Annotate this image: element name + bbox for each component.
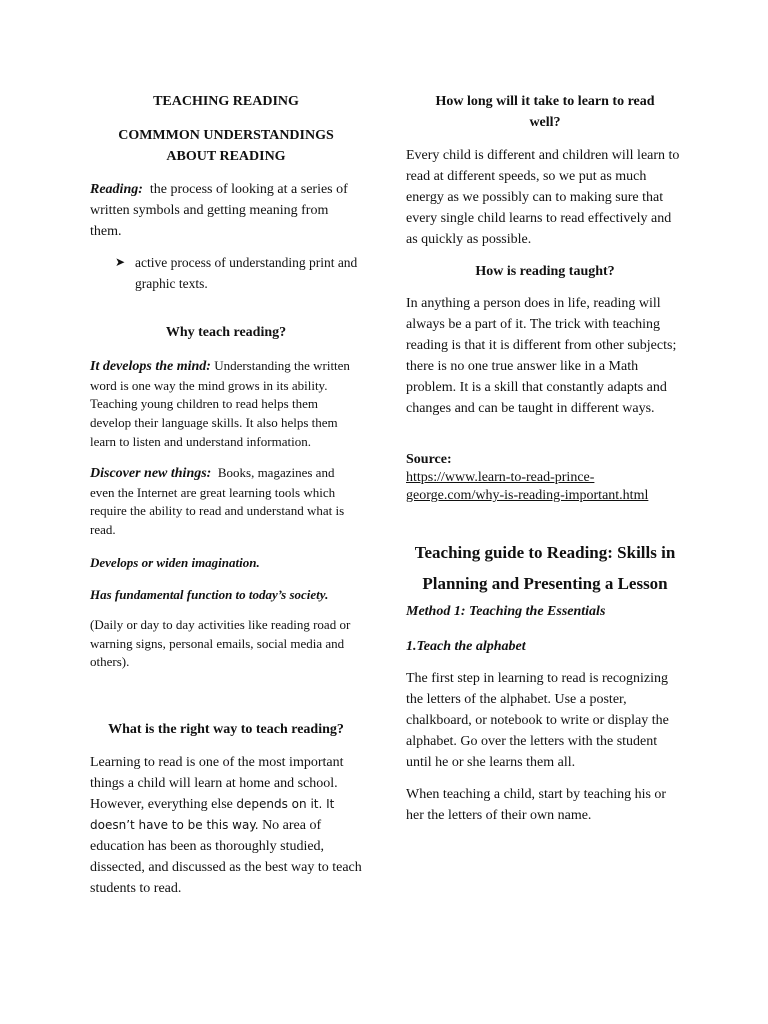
teaching-guide-heading: Teaching guide to Reading: Skills in Planning and Presenting a Lesson: [414, 543, 676, 593]
imagination-heading: Develops or widen imagination.: [90, 555, 260, 570]
bullet-item: active process of understanding print and graphic texts.: [135, 255, 358, 291]
paragraph-how-long: Every child is different and children will learn to read at different speeds, so we put as much energy as we possibly can to making sure that every single child learns to read effectively and as quickly as possible.: [406, 148, 680, 247]
section-heading-how-taught: How is reading taught?: [475, 264, 615, 279]
reading-definition: [90, 179, 362, 242]
mind-text: Understanding the written word is one way the mind grows in its ability. Teaching young children to read helps them develop their language skills. It also helps them learn to listen and understand information.: [90, 358, 350, 449]
subtitle-line-1: COMMMON UNDERSTANDINGS: [118, 128, 334, 143]
source-block: [406, 451, 684, 505]
paragraph-how-taught: In anything a person does in life, reading will always be a part of it. The trick with teaching reading is that it is different from other subjects; there is no one true answer like in a Math problem. It is a skill that constantly adapts and changes and can be taught in different ways.: [406, 296, 677, 416]
section-heading-why-teach: Why teach reading?: [165, 325, 287, 340]
paragraph-develops-mind: [90, 357, 362, 452]
paragraph-daily-activities: (Daily or day to day activities like reading road or warning signs, personal emails, social media and others).: [90, 617, 351, 670]
section-heading-how-long: How long will it take to learn to read well?: [435, 94, 655, 130]
discover-term: Discover new things:: [90, 466, 212, 481]
method-heading: Method 1: Teaching the Essentials: [406, 604, 606, 619]
source-label: Source:: [406, 452, 452, 467]
discover-text: Books, magazines and even the Internet are great learning tools which require the ability to read and understand what is read.: [90, 465, 345, 538]
right-way-text-2: depends on it. It doesn’t have to be this way.: [90, 797, 335, 832]
reading-definition-text: the process of looking at a series of written symbols and getting meaning from them.: [90, 182, 348, 239]
subtitle-line-2: ABOUT READING: [166, 149, 286, 164]
paragraph-alphabet: The first step in learning to read is recognizing the letters of the alphabet. Use a poster, chalkboard, or notebook to write or display the alphabet. Go over the letters with the student until he or she learns them all.: [406, 671, 669, 770]
right-way-text-3: No area of education has been as thoroughly studied, dissected, and discussed as the best way to teach students to read.: [90, 818, 362, 896]
alphabet-heading: 1.Teach the alphabet: [406, 639, 526, 654]
section-heading-common-understandings: [90, 125, 362, 167]
mind-term: It develops the mind:: [90, 359, 211, 374]
right-way-text-1: Learning to read is one of the most important things a child will learn at home and school. However, everything else: [90, 755, 344, 812]
paragraph-discover: [90, 464, 362, 540]
fundamental-heading: Has fundamental function to today’s society.: [90, 587, 329, 602]
paragraph-right-way: [90, 752, 362, 899]
reading-term: Reading:: [90, 182, 143, 197]
source-link[interactable]: https://www.learn-to-read-prince-george.com/why-is-reading-important.html: [406, 470, 649, 503]
paragraph-own-name: When teaching a child, start by teaching his or her the letters of their own name.: [406, 787, 667, 823]
document-title: TEACHING READING: [153, 94, 299, 109]
section-heading-right-way: What is the right way to teach reading?: [108, 722, 344, 737]
arrow-bullet-icon: ➤: [115, 255, 126, 269]
